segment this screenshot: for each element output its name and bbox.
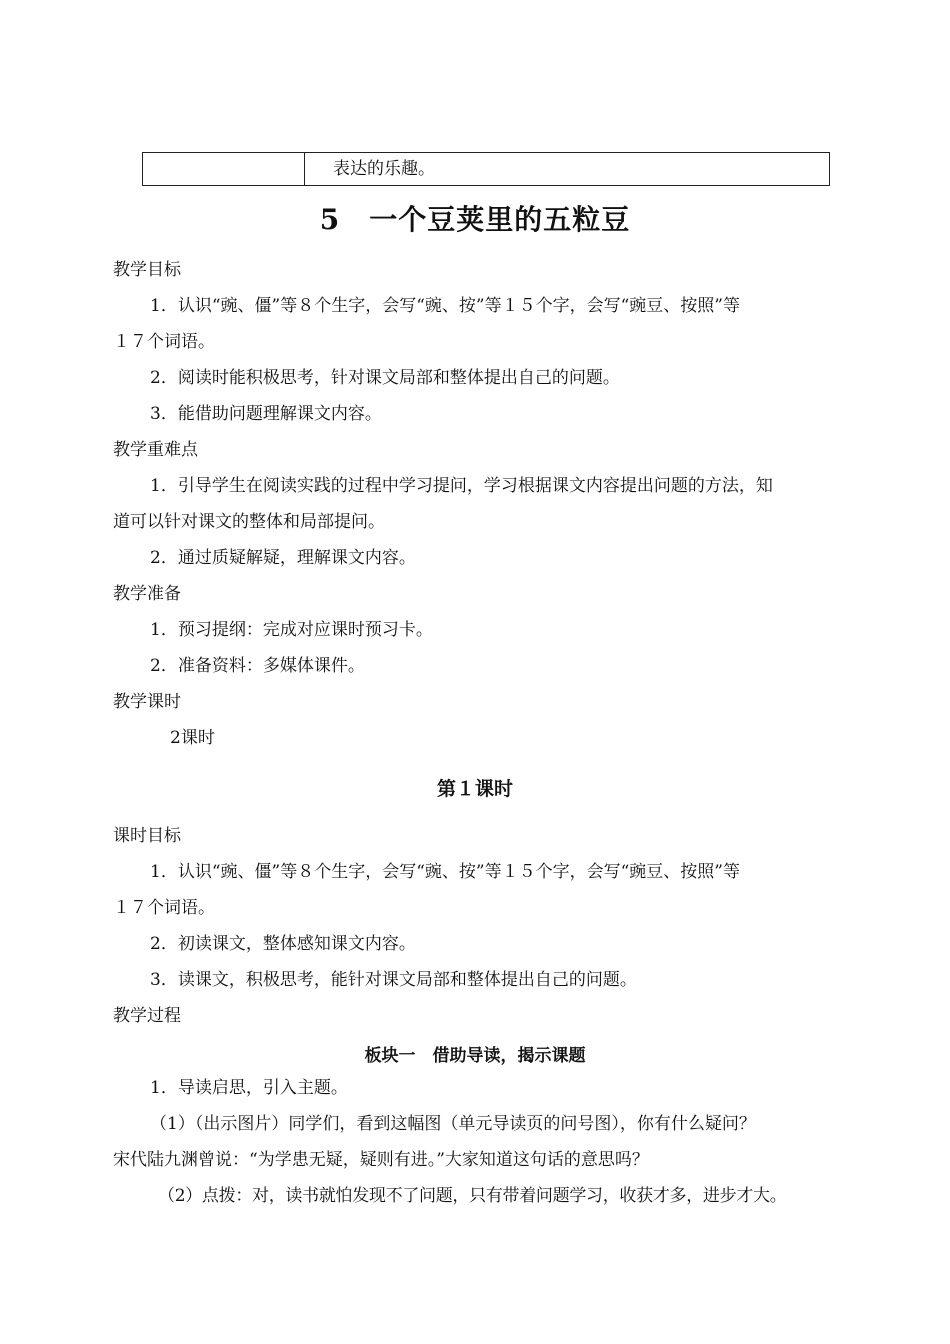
- step-1: 1．导读启思，引入主题。: [150, 1078, 348, 1098]
- key-point-item-1: 1．引导学生在阅读实践的过程中学习提问，学习根据课文内容提出问题的方法，知: [150, 476, 773, 496]
- key-point-item-1-cont: 道可以针对课文的整体和局部提问。: [113, 512, 385, 532]
- key-point-item-2: 2．通过质疑解疑，理解课文内容。: [150, 548, 416, 568]
- lesson1-objective-item-1-cont: １７个词语。: [113, 898, 215, 918]
- continuation-table: [142, 152, 830, 186]
- step-1-a: （1）（出示图片）同学们，看到这幅图（单元导读页的问号图），你有什么疑问？: [150, 1114, 756, 1134]
- periods-value: 2课时: [170, 728, 215, 748]
- preparation-item-2: 2．准备资料：多媒体课件。: [150, 656, 365, 676]
- table-cell-empty: [143, 153, 305, 185]
- table-cell-text: 表达的乐趣。: [333, 159, 435, 179]
- objectives-heading: 教学目标: [113, 260, 181, 280]
- step-1-a-cont: 宋代陆九渊曾说：“为学患无疑，疑则有进。”大家知道这句话的意思吗？: [113, 1150, 649, 1170]
- objective-item-2: 2．阅读时能积极思考，针对课文局部和整体提出自己的问题。: [150, 368, 620, 388]
- preparation-item-1: 1．预习提纲：完成对应课时预习卡。: [150, 620, 433, 640]
- objective-item-1-cont: １７个词语。: [113, 332, 215, 352]
- process-heading: 教学过程: [113, 1006, 181, 1026]
- lesson1-objective-item-1: 1．认识“豌、僵”等８个生字，会写“豌、按”等１５个字，会写“豌豆、按照”等: [150, 862, 740, 882]
- objective-item-1: 1．认识“豌、僵”等８个生字，会写“豌、按”等１５个字，会写“豌豆、按照”等: [150, 296, 740, 316]
- periods-heading: 教学课时: [113, 692, 181, 712]
- objective-item-3: 3．能借助问题理解课文内容。: [150, 404, 382, 424]
- lesson-title: 5 一个豆荚里的五粒豆: [319, 203, 631, 236]
- lesson1-objective-item-3: 3．读课文，积极思考，能针对课文局部和整体提出自己的问题。: [150, 970, 637, 990]
- key-points-heading: 教学重难点: [113, 440, 198, 460]
- lesson1-title: 第１课时: [436, 778, 513, 800]
- lesson1-objectives-heading: 课时目标: [113, 826, 181, 846]
- step-1-b: （2）点拨：对，读书就怕发现不了问题，只有带着问题学习，收获才多，进步才大。: [158, 1186, 787, 1206]
- lesson1-objective-item-2: 2．初读课文，整体感知课文内容。: [150, 934, 416, 954]
- block1-title: 板块一 借助导读，揭示课题: [364, 1046, 586, 1066]
- preparation-heading: 教学准备: [113, 584, 181, 604]
